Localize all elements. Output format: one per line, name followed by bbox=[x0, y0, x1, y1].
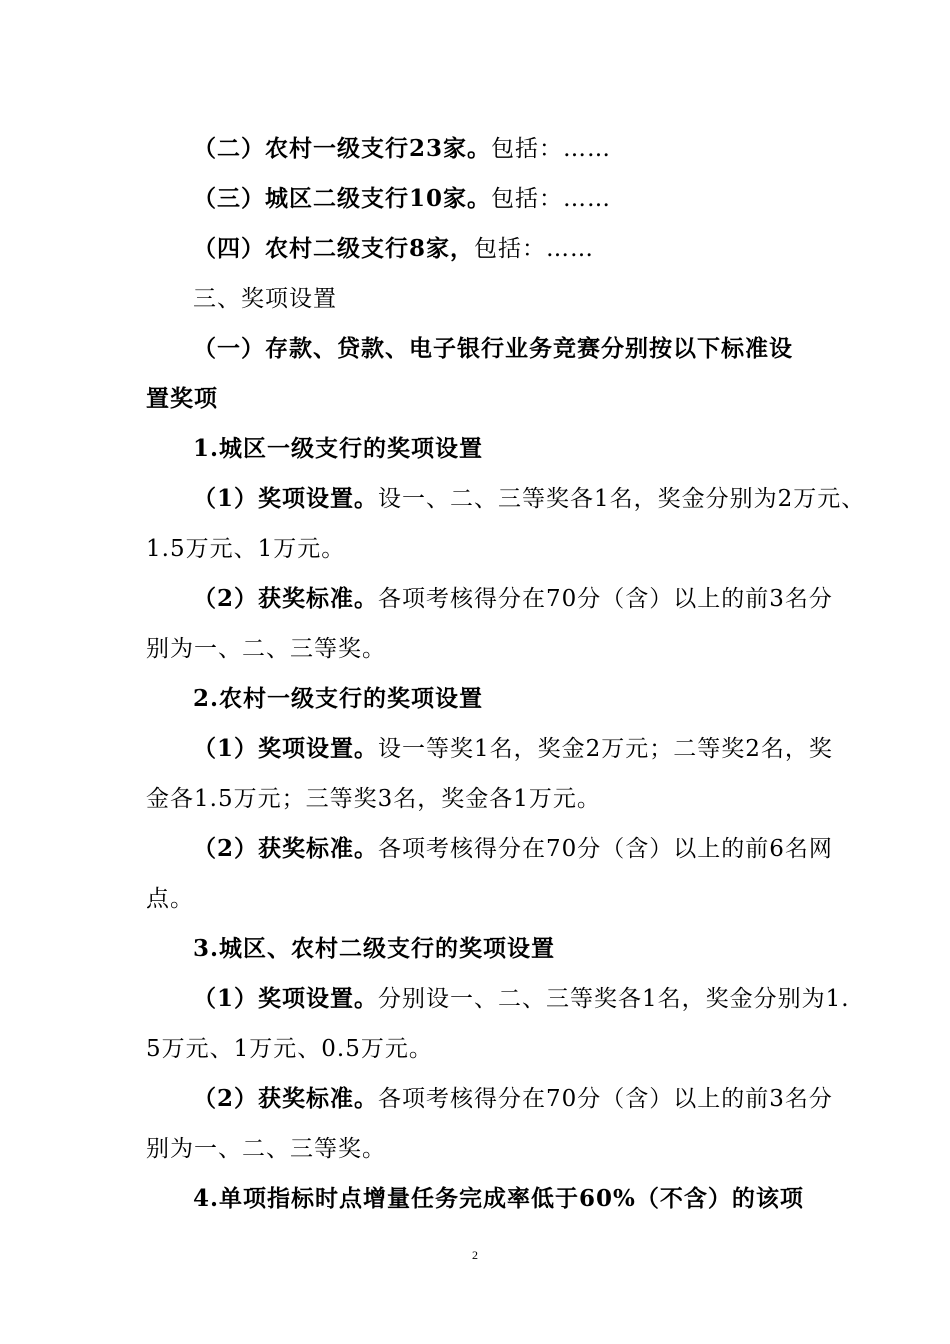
paragraph-line: 别为一、二、三等奖。 bbox=[146, 636, 386, 662]
paragraph-line: 点。 bbox=[146, 886, 194, 912]
subsection-heading: （一）存款、贷款、电子银行业务竞赛分别按以下标准设 bbox=[193, 335, 793, 362]
page-number: 2 bbox=[472, 1248, 478, 1262]
paragraph-line: （2）获奖标准。各项考核得分在70分（含）以上的前6名网 bbox=[193, 835, 833, 862]
paragraph-line: （四）农村二级支行8家，包括：…… bbox=[193, 235, 595, 262]
item-heading: 2.农村一级支行的奖项设置 bbox=[193, 685, 484, 712]
paragraph-line: （三）城区二级支行10家。包括：…… bbox=[193, 185, 612, 212]
paragraph-line: 5万元、1万元、0.5万元。 bbox=[146, 1036, 433, 1062]
item-heading: 4.单项指标时点增量任务完成率低于60%（不含）的该项 bbox=[193, 1185, 804, 1212]
paragraph-line: （2）获奖标准。各项考核得分在70分（含）以上的前3名分 bbox=[193, 585, 833, 612]
item-heading: 1.城区一级支行的奖项设置 bbox=[193, 435, 484, 462]
paragraph-line: （二）农村一级支行23家。包括：…… bbox=[193, 135, 612, 162]
paragraph-line: （1）奖项设置。设一等奖1名，奖金2万元；二等奖2名，奖 bbox=[193, 735, 833, 762]
paragraph-line: 别为一、二、三等奖。 bbox=[146, 1136, 386, 1162]
paragraph-line: （1）奖项设置。设一、二、三等奖各1名，奖金分别为2万元、 bbox=[193, 485, 866, 512]
section-heading: 三、奖项设置 bbox=[193, 286, 337, 312]
item-heading: 3.城区、农村二级支行的奖项设置 bbox=[193, 935, 556, 962]
paragraph-line: （1）奖项设置。分别设一、二、三等奖各1名，奖金分别为1. bbox=[193, 985, 850, 1012]
paragraph-line: （2）获奖标准。各项考核得分在70分（含）以上的前3名分 bbox=[193, 1085, 833, 1112]
paragraph-line: 1.5万元、1万元。 bbox=[146, 536, 346, 562]
paragraph-line: 金各1.5万元；三等奖3名，奖金各1万元。 bbox=[146, 786, 601, 812]
subsection-heading-cont: 置奖项 bbox=[146, 385, 218, 412]
